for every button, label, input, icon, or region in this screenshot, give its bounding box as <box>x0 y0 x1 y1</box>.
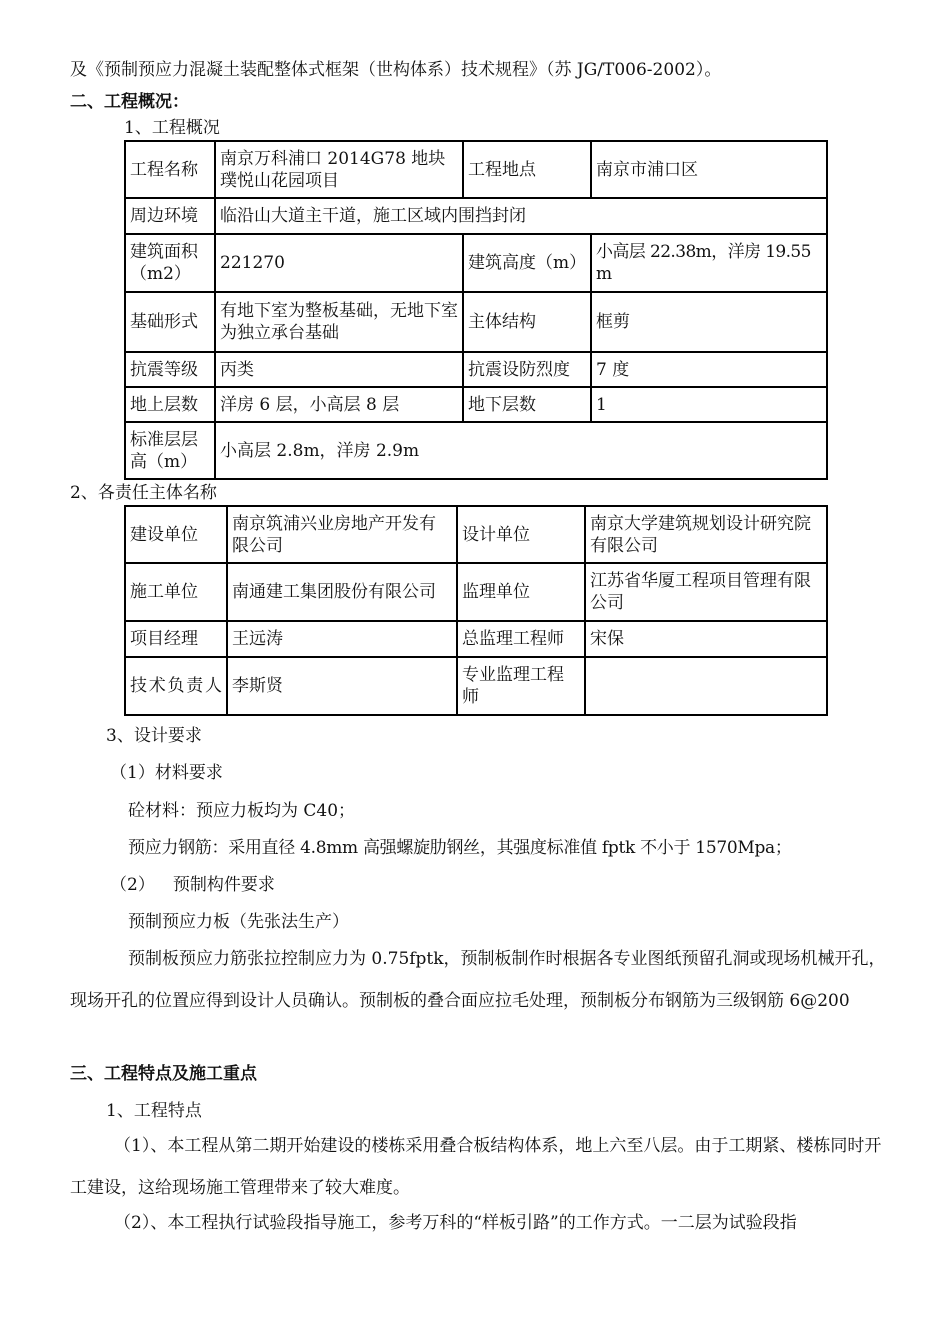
slab-paragraph <box>70 938 892 1022</box>
table-cell-value <box>585 657 827 715</box>
table-cell-label: 技术负责人 <box>125 657 227 715</box>
section2-heading: 二、工程概况： <box>70 92 189 112</box>
table-cell-label: 周边环境 <box>125 198 215 234</box>
component-heading <box>110 873 275 897</box>
table-cell-label: 专业监理工程师 <box>457 657 585 715</box>
table-cell-label: 基础形式 <box>125 292 215 352</box>
table-cell-value: 7 度 <box>591 352 827 387</box>
sub2-heading: 2、各责任主体名称 <box>70 483 217 503</box>
table-cell-value: 临沿山大道主干道，施工区域内围挡封闭 <box>215 198 827 234</box>
table-row <box>125 563 827 621</box>
table-cell-value: 南京市浦口区 <box>591 141 827 198</box>
table-cell-label: 建筑面积（m2） <box>125 234 215 292</box>
parties-table <box>124 505 828 716</box>
table-cell-value: 洋房 6 层，小高层 8 层 <box>215 387 463 422</box>
table-cell-label: 地下层数 <box>463 387 591 422</box>
features-heading: 1、工程特点 <box>106 1101 202 1121</box>
component-heading-number: （2） <box>110 875 155 895</box>
slab-paragraph-text: 预制板预应力筋张拉控制应力为 0.75fptk，预制板制作时根据各专业图纸预留孔洞或现场机械开孔，现场开孔的位置应得到设计人员确认。预制板的叠合面应拉毛处理，预制板分布钢筋为三级钢筋 6@200 <box>70 949 886 1011</box>
table-cell-label: 建设单位 <box>125 506 227 563</box>
table-cell-label: 地上层数 <box>125 387 215 422</box>
material-heading: （1）材料要求 <box>110 763 223 783</box>
table-cell-label: 监理单位 <box>457 563 585 621</box>
feature1-paragraph: （1）、本工程从第二期开始建设的楼栋采用叠合板结构体系，地上六至八层。由于工期紧、楼栋同时开工建设，这给现场施工管理带来了较大难度。 <box>70 1136 882 1198</box>
feature2-paragraph: （2）、本工程执行试验段指导施工，参考万科的“样板引路”的工作方式。一二层为试验段指 <box>114 1213 797 1233</box>
table-cell-label: 抗震等级 <box>125 352 215 387</box>
table-cell-label: 项目经理 <box>125 621 227 657</box>
table-cell-label: 设计单位 <box>457 506 585 563</box>
table-cell-value: 有地下室为整板基础，无地下室为独立承台基础 <box>215 292 463 352</box>
sub3-heading: 3、设计要求 <box>106 726 202 746</box>
slab-heading: 预制预应力板（先张法生产） <box>128 912 349 932</box>
table-cell-value: 丙类 <box>215 352 463 387</box>
table-cell-value: 江苏省华厦工程项目管理有限公司 <box>585 563 827 621</box>
table-cell-value: 宋保 <box>585 621 827 657</box>
table-cell-value: 221270 <box>215 234 463 292</box>
intro-line: 及《预制预应力混凝土装配整体式框架（世构体系）技术规程》（苏 JG/T006-2002）。 <box>70 60 722 80</box>
overview-table <box>124 140 828 480</box>
table-cell-value: 小高层 22.38m，洋房 19.55m <box>591 234 827 292</box>
table-cell-label: 标准层层高（m） <box>125 422 215 479</box>
table-row <box>125 422 827 479</box>
table-cell-value: 王远涛 <box>227 621 457 657</box>
table-row <box>125 352 827 387</box>
table-cell-value: 李斯贤 <box>227 657 457 715</box>
section3-heading: 三、工程特点及施工重点 <box>70 1064 257 1084</box>
component-heading-text: 预制构件要求 <box>172 875 275 895</box>
concrete-line: 砼材料：预应力板均为 C40； <box>128 801 356 821</box>
table-row <box>125 198 827 234</box>
table-row <box>125 292 827 352</box>
table-cell-label: 抗震设防烈度 <box>463 352 591 387</box>
table-cell-label: 总监理工程师 <box>457 621 585 657</box>
table-cell-label: 工程地点 <box>463 141 591 198</box>
table-cell-label: 主体结构 <box>463 292 591 352</box>
table-row <box>125 141 827 198</box>
table-cell-value: 南京万科浦口 2014G78 地块璞悦山花园项目 <box>215 141 463 198</box>
steel-line: 预应力钢筋：采用直径 4.8mm 高强螺旋肋钢丝，其强度标准值 fptk 不小于 1570Mpa； <box>128 838 792 858</box>
table-cell-label: 施工单位 <box>125 563 227 621</box>
table-cell-label: 工程名称 <box>125 141 215 198</box>
table-cell-value: 小高层 2.8m，洋房 2.9m <box>215 422 827 479</box>
table-cell-label: 建筑高度（m） <box>463 234 591 292</box>
table-row <box>125 657 827 715</box>
table-row <box>125 621 827 657</box>
sub1-heading: 1、工程概况 <box>124 118 220 138</box>
table-cell-value: 南京筑浦兴业房地产开发有限公司 <box>227 506 457 563</box>
table-row <box>125 506 827 563</box>
table-row <box>125 387 827 422</box>
table-cell-value: 南京大学建筑规划设计研究院有限公司 <box>585 506 827 563</box>
table-cell-value: 南通建工集团股份有限公司 <box>227 563 457 621</box>
table-cell-value: 框剪 <box>591 292 827 352</box>
table-row <box>125 234 827 292</box>
table-cell-value: 1 <box>591 387 827 422</box>
